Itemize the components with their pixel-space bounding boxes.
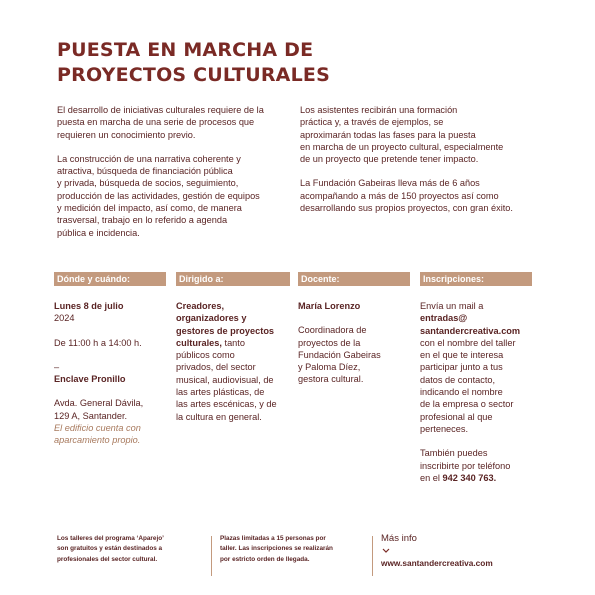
text-line: y privada, búsqueda de socios, seguimiento,: [57, 178, 239, 189]
registration-email[interactable]: santandercreativa.com: [420, 325, 521, 336]
parking-note-line-1: El edificio cuenta con: [54, 423, 141, 434]
section-header-teacher: Docente:: [298, 272, 410, 286]
audience-text: las artes plásticas, de: [176, 387, 265, 398]
teacher-description: y Paloma Díez,: [298, 362, 361, 373]
text-line: de un proyecto que pretende tener impacto.: [300, 154, 479, 165]
teacher-description: Coordinadora de: [298, 325, 367, 336]
text-line: pública e incidencia.: [57, 227, 140, 238]
audience-text: Creadores,: [176, 301, 225, 311]
registration-text: datos de contacto,: [420, 374, 496, 385]
page-title: [57, 38, 537, 88]
info-registration: [420, 272, 532, 484]
venue-address-line-2: 129 A, Santander.: [54, 410, 128, 421]
text-line: producción de las actividades, gestión de equipos: [57, 190, 260, 201]
audience-text: públicos como: [176, 350, 235, 361]
event-time: De 11:00 h a 14:00 h.: [54, 337, 142, 348]
intro-left-column: [57, 104, 282, 251]
audience-text: privados, del sector: [176, 362, 256, 373]
teacher-description: Fundación Gabeiras: [298, 349, 381, 360]
section-header-when-where: Dónde y cuándo:: [54, 272, 166, 286]
event-date: Lunes 8 de julio: [54, 301, 124, 311]
teacher-description: proyectos de la: [298, 337, 361, 348]
audience-text: la cultura en general.: [176, 411, 262, 422]
audience-text: organizadores y: [176, 313, 247, 324]
teacher-name: María Lorenzo: [298, 301, 361, 311]
intro-right-paragraph-2: [300, 177, 525, 214]
footer-note-program: [57, 534, 207, 565]
venue-address-line-1: Avda. General Dávila,: [54, 398, 144, 409]
title-line-2: PROYECTOS CULTURALES: [57, 64, 330, 86]
audience-text: musical, audiovisual, de: [176, 374, 274, 385]
info-when-where: [54, 272, 166, 447]
registration-phone[interactable]: 942 340 763.: [442, 472, 497, 483]
chevron-down-icon: [382, 547, 390, 554]
text-line: La Fundación Gabeiras lleva más de 6 años: [300, 178, 480, 189]
footer-text-line: son gratuitos y están destinados a: [57, 545, 163, 553]
info-audience: [176, 272, 290, 423]
registration-text: en el que te interesa: [420, 350, 504, 361]
footer-divider: [372, 536, 373, 576]
registration-phone-text: También puedes: [420, 448, 488, 459]
intro-right-paragraph-1: [300, 104, 525, 165]
footer-text-line: taller. Las inscripciones se realizarán: [220, 545, 333, 553]
footer-more-info: [381, 532, 541, 568]
audience-text: gestores de proyectos: [176, 325, 275, 336]
intro-right-column: [300, 104, 525, 226]
registration-text: con el nombre del taller: [420, 337, 516, 348]
registration-phone-text: en el: [420, 472, 443, 483]
footer-note-places: [220, 534, 370, 565]
footer-text-line: Los talleres del programa ‘Aparejo’: [57, 535, 164, 542]
footer-text-line: por estricto orden de llegada.: [220, 555, 310, 563]
more-info-label: Más info: [381, 533, 417, 544]
text-line: La construcción de una narrativa coherente y: [57, 153, 241, 164]
separator-dash: –: [54, 361, 60, 372]
registration-text: perteneces.: [420, 423, 469, 434]
text-line: y medición del impacto, así como, de manera: [57, 203, 242, 214]
registration-text: profesional al que: [420, 411, 493, 422]
text-line: acompañando a más de 150 proyectos así como: [300, 190, 499, 201]
intro-left-paragraph-2: [57, 153, 282, 239]
footer-text-line: profesionales del sector cultural.: [57, 555, 158, 563]
registration-email[interactable]: entradas@: [420, 313, 468, 324]
registration-text: indicando el nombre: [420, 387, 503, 398]
audience-text: culturales,: [176, 337, 222, 348]
audience-text: las artes escénicas, y de: [176, 399, 277, 410]
website-link[interactable]: www.santandercreativa.com: [381, 558, 493, 568]
audience-text: tanto: [221, 337, 245, 348]
parking-note-line-2: aparcamiento propio.: [54, 435, 141, 446]
text-line: desarrollando sus propios proyectos, con gran éxito.: [300, 203, 513, 214]
registration-text: participar junto a tus: [420, 362, 503, 373]
text-line: requieren un conocimiento previo.: [57, 129, 196, 140]
text-line: El desarrollo de iniciativas culturales requiere de la: [57, 105, 264, 115]
venue-name: Enclave Pronillo: [54, 374, 126, 385]
section-header-audience: Dirigido a:: [176, 272, 290, 286]
footer-text-line: Plazas limitadas a 15 personas por: [220, 535, 326, 542]
text-line: Los asistentes recibirán una formación: [300, 105, 458, 115]
registration-text: de la empresa o sector: [420, 399, 514, 410]
registration-text: Envía un mail a: [420, 301, 484, 311]
registration-phone-text: inscribirte por teléfono: [420, 460, 511, 471]
teacher-description: gestora cultural.: [298, 374, 364, 385]
event-year: 2024: [54, 313, 75, 324]
info-teacher: [298, 272, 410, 386]
intro-left-paragraph-1: [57, 104, 282, 141]
text-line: aproximarán todas las fases para la puesta: [300, 129, 476, 140]
text-line: trasversal, trabajo en lo referido a agenda: [57, 215, 228, 226]
title-line-1: PUESTA EN MARCHA DE: [57, 39, 314, 61]
section-header-registration: Inscripciones:: [420, 272, 532, 286]
text-line: atractiva, búsqueda de financiación pública: [57, 166, 233, 177]
text-line: práctica y, a través de ejemplos, se: [300, 117, 444, 128]
footer-divider: [211, 536, 212, 576]
text-line: puesta en marcha de una serie de procesos que: [57, 117, 255, 128]
text-line: en marcha de un proyecto cultural, especialmente: [300, 141, 504, 152]
